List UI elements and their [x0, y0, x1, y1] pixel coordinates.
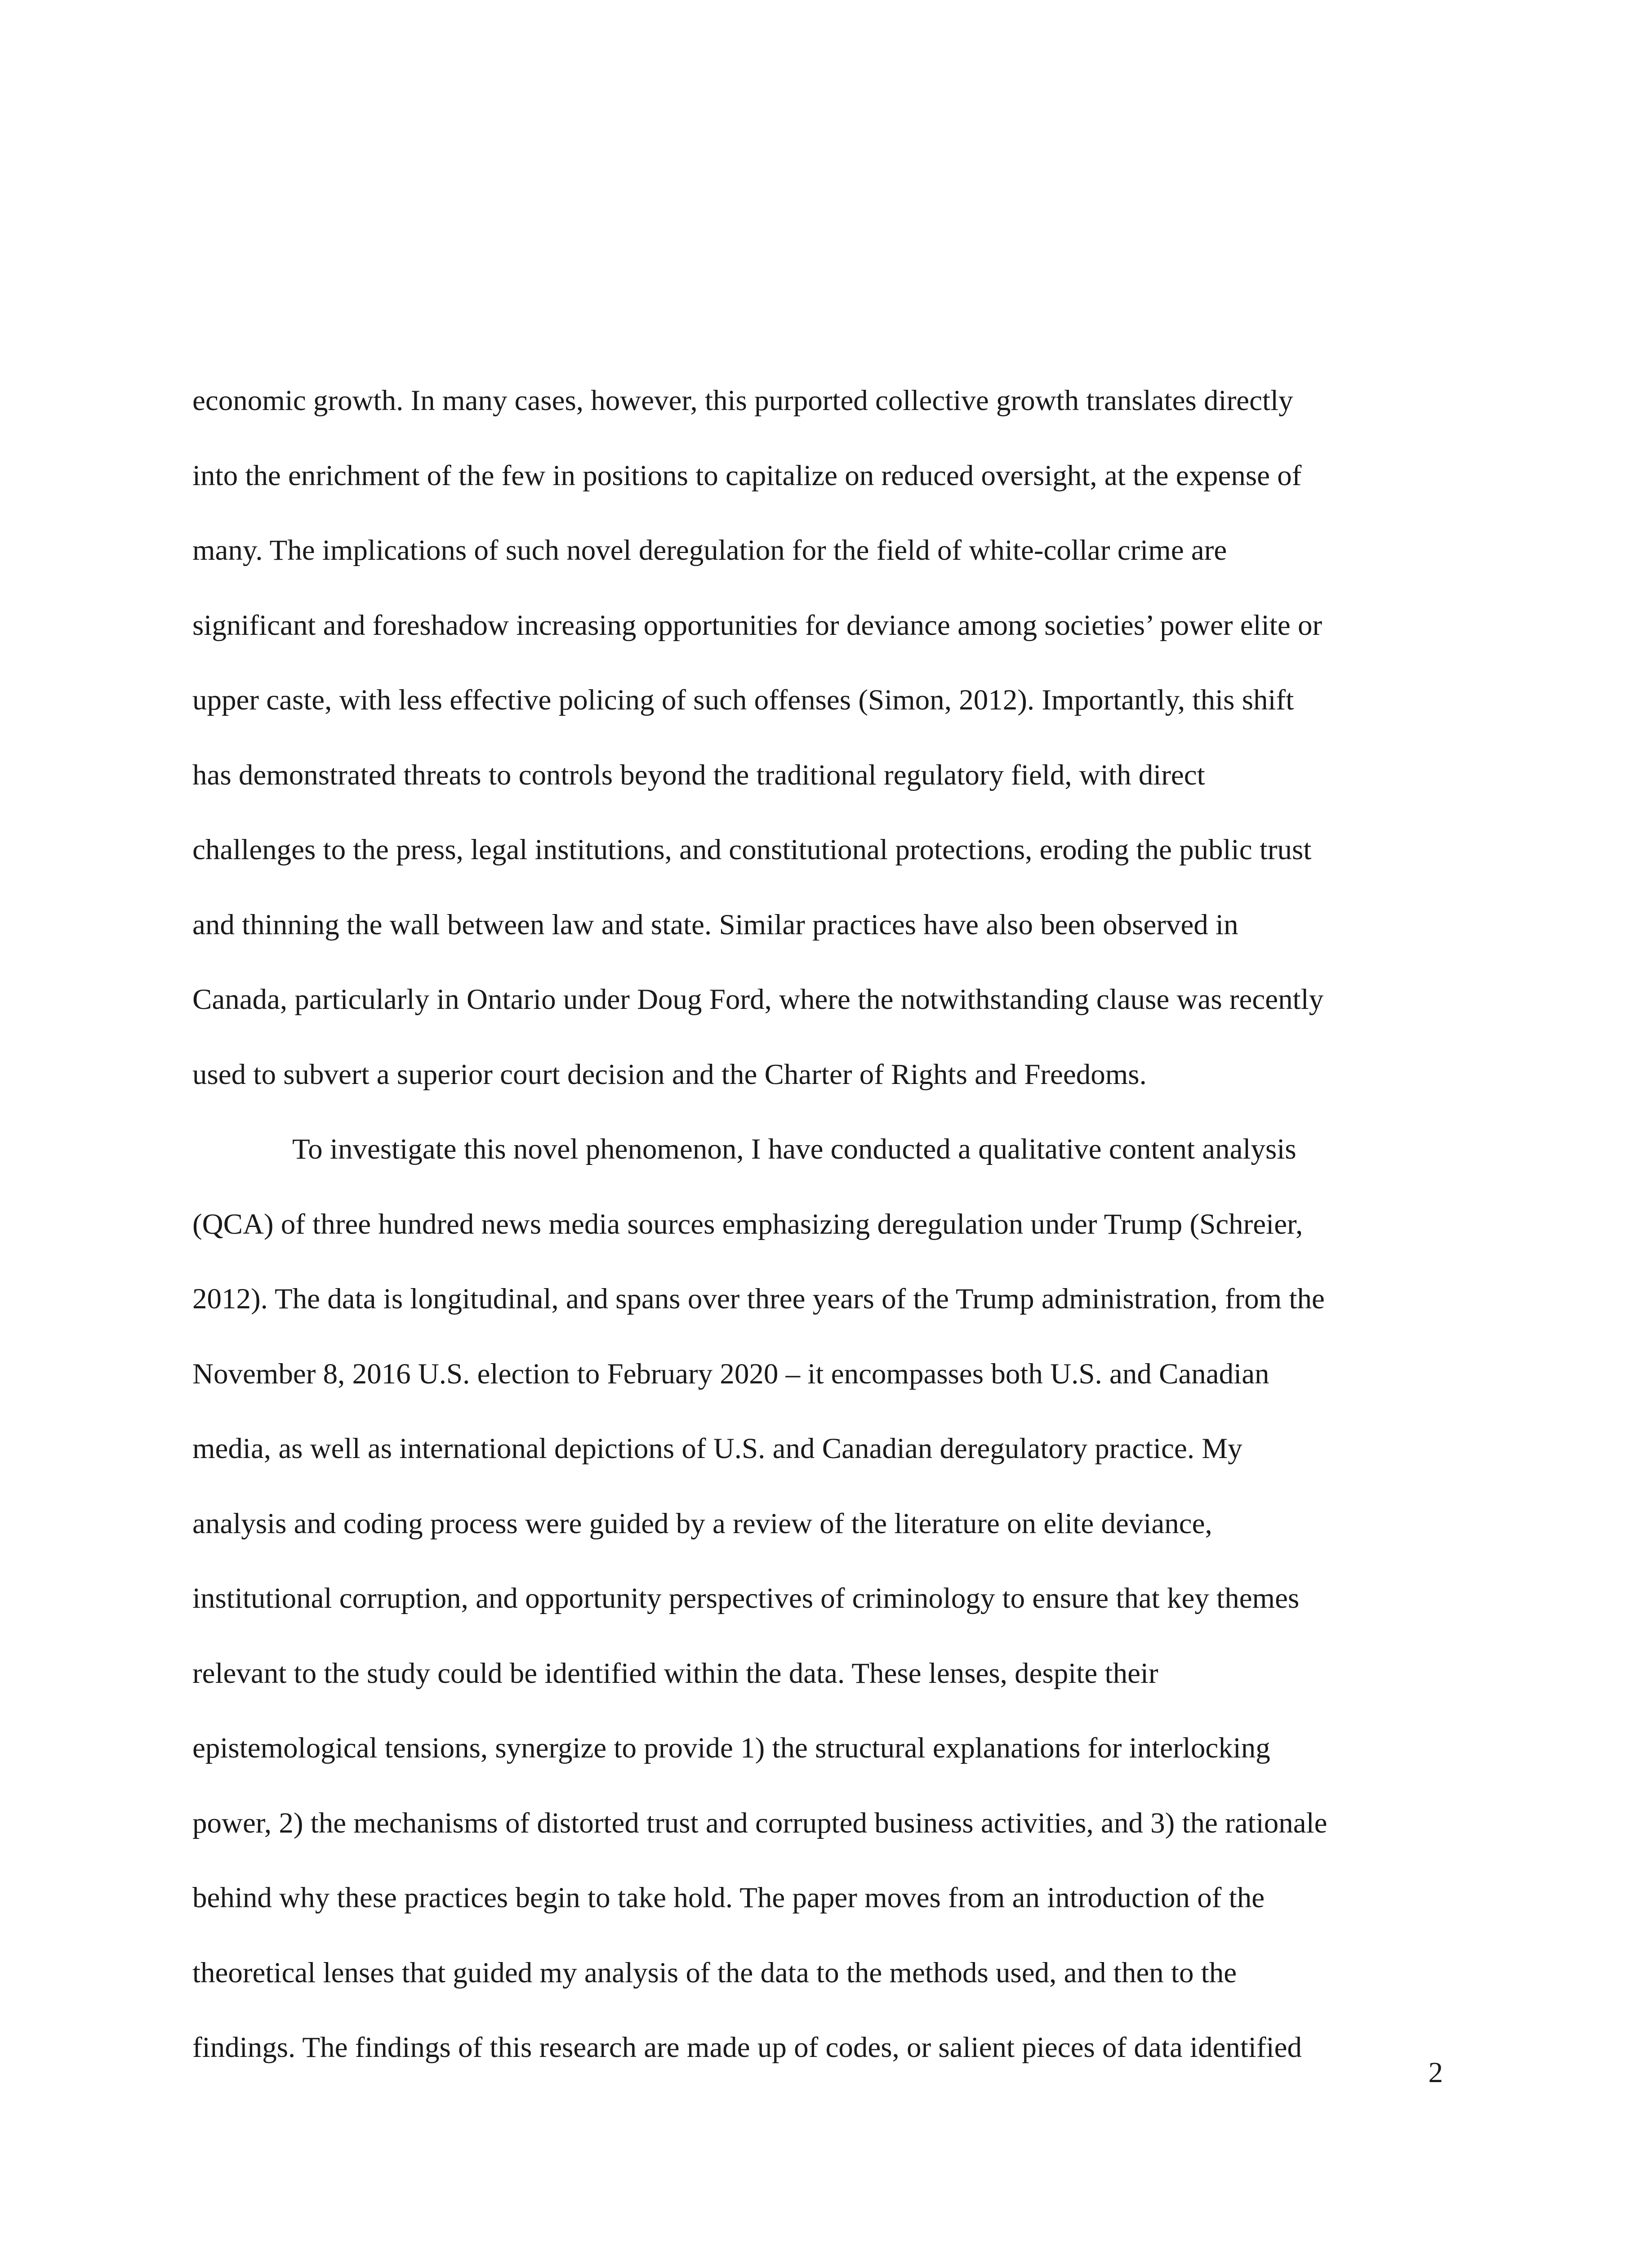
text-line: analysis and coding process were guided by a review of the literature on elite deviance, — [192, 1507, 1212, 1540]
text-line: 2012). The data is longitudinal, and spans over three years of the Trump administration, from the — [192, 1283, 1325, 1315]
text-line: upper caste, with less effective policing of such offenses (Simon, 2012). Importantly, this shift — [192, 684, 1294, 716]
text-line: epistemological tensions, synergize to provide 1) the structural explanations for interlocking — [192, 1732, 1270, 1764]
text-line: media, as well as international depictions of U.S. and Canadian deregulatory practice. My — [192, 1432, 1242, 1465]
text-line: power, 2) the mechanisms of distorted trust and corrupted business activities, and 3) the rationale — [192, 1806, 1327, 1839]
page-number: 2 — [1428, 2056, 1443, 2089]
text-line: economic growth. In many cases, however, this purported collective growth translates directly — [192, 384, 1293, 417]
text-line: Canada, particularly in Ontario under Doug Ford, where the notwithstanding clause was recently — [192, 983, 1324, 1016]
text-line: has demonstrated threats to controls beyond the traditional regulatory field, with direct — [192, 758, 1205, 791]
text-line: challenges to the press, legal institutions, and constitutional protections, eroding the public trust — [192, 834, 1312, 866]
paragraph-first-line: To investigate this novel phenomenon, I have conducted a qualitative content analysis — [292, 1133, 1296, 1165]
text-line: and thinning the wall between law and state. Similar practices have also been observed in — [192, 908, 1238, 941]
text-line: institutional corruption, and opportunity perspectives of criminology to ensure that key themes — [192, 1582, 1300, 1615]
text-line: behind why these practices begin to take hold. The paper moves from an introduction of the — [192, 1882, 1265, 1914]
text-line: (QCA) of three hundred news media sources emphasizing deregulation under Trump (Schreier, — [192, 1208, 1303, 1240]
text-line: used to subvert a superior court decision and the Charter of Rights and Freedoms. — [192, 1058, 1147, 1091]
text-line: November 8, 2016 U.S. election to February 2020 – it encompasses both U.S. and Canadian — [192, 1357, 1269, 1390]
text-line: into the enrichment of the few in positions to capitalize on reduced oversight, at the expense of — [192, 459, 1302, 492]
text-line: relevant to the study could be identified within the data. These lenses, despite their — [192, 1657, 1158, 1690]
text-line: significant and foreshadow increasing opportunities for deviance among societies’ power elite or — [192, 609, 1322, 642]
text-line: findings. The findings of this research are made up of codes, or salient pieces of data identified — [192, 2031, 1302, 2064]
body-text — [192, 363, 1451, 2085]
text-line: theoretical lenses that guided my analysis of the data to the methods used, and then to the — [192, 1956, 1237, 1989]
text-line: many. The implications of such novel deregulation for the field of white-collar crime are — [192, 534, 1227, 566]
